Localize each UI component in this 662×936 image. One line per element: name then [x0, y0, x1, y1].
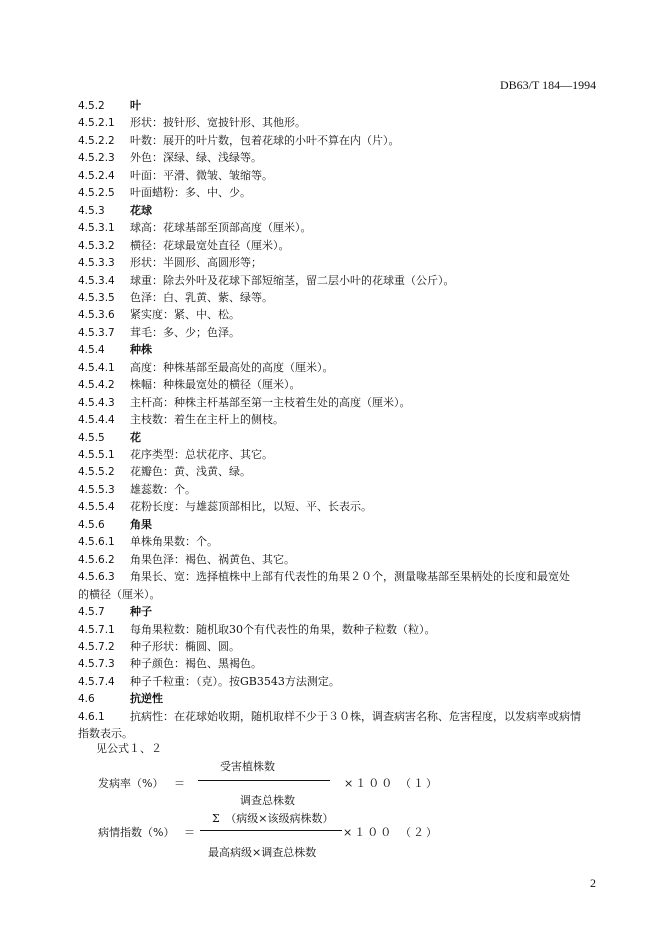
clause-number: 4.5.7: [78, 606, 105, 618]
clause-text: 叶数：展开的叶片数，包着花球的小叶不算在内（片）。: [130, 134, 400, 147]
clause-number: 4.5.3.2: [78, 240, 115, 252]
formula-2-label: （２）: [400, 826, 439, 839]
clause-number: 4.5.4: [78, 344, 105, 356]
clause-line: [78, 256, 262, 270]
clause-number: 4.5.2.5: [78, 187, 115, 199]
clause-line: [78, 483, 196, 497]
section-heading: [78, 431, 141, 445]
clause-line: [78, 239, 290, 253]
clause-line: [78, 535, 218, 549]
clause-line: [78, 361, 334, 375]
section-heading: [78, 605, 152, 619]
clause-line: [78, 186, 251, 200]
clause-number: 4.5.3.7: [78, 327, 115, 339]
clause-line: [78, 710, 581, 724]
section-heading: [78, 692, 163, 706]
clause-line: [78, 378, 301, 392]
clause-text: 花瓣色：黄、浅黄、绿。: [130, 465, 251, 478]
formula-2-numerator: Σ （病级×该级病株数）: [212, 812, 334, 825]
clause-text: 抗逆性: [130, 692, 163, 705]
clause-number: 4.5.5.3: [78, 484, 115, 496]
clause-text: 形状：披针形、宽披针形、其他形。: [130, 116, 306, 129]
clause-continuation: 的横径（厘米）。: [78, 588, 161, 601]
clause-text: 种子千粒重：（克）。按GB3543方法测定。: [130, 675, 340, 688]
clause-number: 4.5.2.3: [78, 152, 115, 164]
clause-number: 4.5.5.4: [78, 501, 115, 513]
clause-line: [78, 413, 284, 427]
clause-number: 4.5.4.3: [78, 397, 115, 409]
clause-text: 花粉长度：与雄蕊顶部相比，以短、平、长表示。: [130, 500, 372, 513]
clause-number: 4.5.6.2: [78, 554, 115, 566]
clause-number: 4.5.2.4: [78, 170, 115, 182]
clause-number: 4.5.2.1: [78, 117, 115, 129]
clause-number: 4.5.2: [78, 100, 105, 112]
clause-line: [78, 274, 455, 288]
clause-text: 花序类型：总状花序、其它。: [130, 448, 273, 461]
clause-line: [78, 448, 273, 462]
clause-number: 4.5.5: [78, 432, 105, 444]
clause-number: 4.6.1: [78, 711, 105, 723]
section-heading: [78, 204, 152, 218]
clause-text: 种株: [130, 343, 152, 356]
clause-text: 雄蕊数：个。: [130, 483, 196, 496]
clause-text: 球重：除去外叶及花球下部短缩茎，留二层小叶的花球重（公斤）。: [130, 274, 455, 287]
clause-line: [78, 134, 400, 148]
clause-text: 色泽：白、乳黄、紫、绿等。: [130, 291, 273, 304]
clause-text: 角果色泽：褐色、祸黄色、其它。: [130, 553, 295, 566]
clause-line: [78, 396, 411, 410]
clause-text: 叶面：平滑、微皱、皱缩等。: [130, 169, 273, 182]
clause-line: [78, 169, 273, 183]
clause-line: [78, 657, 262, 671]
clause-number: 4.5.7.2: [78, 641, 115, 653]
clause-text: 球高：花球基部至顶部高度（厘米）。: [130, 221, 312, 234]
clause-number: 4.5.3: [78, 205, 105, 217]
clause-number: 4.5.5.2: [78, 466, 115, 478]
formula-2-lhs: 病情指数（%）: [98, 826, 175, 839]
clause-line: [78, 675, 340, 689]
section-heading: [78, 518, 152, 532]
formula-2-multiplier: ×１００: [343, 826, 394, 839]
clause-number: 4.5.6.3: [78, 571, 115, 583]
formula-1-label: （１）: [400, 777, 439, 790]
clause-text: 紧实度：紧、中、松。: [130, 308, 240, 321]
clause-number: 4.5.4.1: [78, 362, 115, 374]
clause-text: 花: [130, 431, 141, 444]
clause-number: 4.5.3.5: [78, 292, 115, 304]
clause-line: [78, 640, 240, 654]
formula-1-multiplier: ×１００: [344, 777, 395, 790]
formula-2-denominator: 最高病级×调查总株数: [208, 846, 317, 859]
clause-text: 角果长、宽：选择植株中上部有代表性的角果２０个，测量喙基部至果柄处的长度和最宽处: [130, 570, 570, 583]
clause-text: 株幅：种株最宽处的横径（厘米）。: [130, 378, 301, 391]
clause-text: 角果: [130, 518, 152, 531]
clause-number: 4.5.3.3: [78, 257, 115, 269]
clause-text: 叶: [130, 99, 141, 112]
clause-text: 种子颜色：褐色、黑褐色。: [130, 657, 262, 670]
clause-line: [78, 570, 570, 584]
clause-line: [78, 623, 436, 637]
formula-1-lhs: 发病率（%）: [98, 777, 164, 790]
formula-2-fraction-bar: [200, 830, 342, 831]
clause-text: 外色：深绿、绿、浅绿等。: [130, 151, 262, 164]
clause-text: 叶面蜡粉：多、中、少。: [130, 186, 251, 199]
clause-text: 主杆高：种株主杆基部至第一主枝着生处的高度（厘米）。: [130, 396, 411, 409]
clause-text: 每角果粒数：随机取30个有代表性的角果，数种子粒数（粒）。: [130, 623, 436, 636]
clause-text: 种子形状：椭圆、圆。: [130, 640, 240, 653]
formula-1-fraction-bar: [198, 780, 330, 781]
clause-text: 主枝数：着生在主杆上的侧枝。: [130, 413, 284, 426]
formula-1-numerator: 受害植株数: [220, 760, 275, 773]
clause-text: 抗病性：在花球始收期，随机取样不少于３０株，调查病害名称、危害程度，以发病率或病情: [130, 710, 581, 723]
formula-2-equals: ＝: [184, 826, 195, 839]
clause-line: [78, 308, 240, 322]
clause-number: 4.5.7.4: [78, 676, 115, 688]
formula-1-denominator: 调查总株数: [240, 794, 295, 807]
clause-number: 4.5.6: [78, 519, 105, 531]
clause-number: 4.6: [78, 693, 95, 705]
formula-1-equals: ＝: [174, 777, 185, 790]
page-number: 2: [590, 876, 596, 890]
clause-text: 单株角果数：个。: [130, 535, 218, 548]
clause-text: 横径：花球最宽处直径（厘米）。: [130, 239, 290, 252]
clause-line: [78, 116, 306, 130]
clause-text: 种子: [130, 605, 152, 618]
clause-continuation: 指数表示。: [78, 727, 133, 740]
section-heading: [78, 343, 152, 357]
clause-number: 4.5.4.4: [78, 414, 115, 426]
clause-text: 高度：种株基部至最高处的高度（厘米）。: [130, 361, 334, 374]
clause-number: 4.5.7.1: [78, 624, 115, 636]
clause-number: 4.5.3.1: [78, 222, 115, 234]
clause-line: [78, 500, 372, 514]
clause-number: 4.5.5.1: [78, 449, 115, 461]
clause-number: 4.5.6.1: [78, 536, 115, 548]
clause-line: [78, 291, 273, 305]
clause-line: [78, 326, 240, 340]
section-heading: [78, 99, 141, 113]
clause-number: 4.5.2.2: [78, 135, 115, 147]
clause-line: [78, 151, 262, 165]
formula-intro: 见公式１、２: [96, 742, 162, 755]
clause-number: 4.5.4.2: [78, 379, 115, 391]
clause-text: 形状：半圆形、高圆形等；: [130, 256, 262, 269]
clause-line: [78, 465, 251, 479]
clause-line: [78, 553, 295, 567]
clause-number: 4.5.3.6: [78, 309, 115, 321]
clause-number: 4.5.3.4: [78, 275, 115, 287]
clause-text: 茸毛：多、少；色泽。: [130, 326, 240, 339]
clause-text: 花球: [130, 204, 152, 217]
document-header: DB63/T 184—1994: [500, 78, 597, 92]
clause-line: [78, 221, 312, 235]
clause-number: 4.5.7.3: [78, 658, 115, 670]
